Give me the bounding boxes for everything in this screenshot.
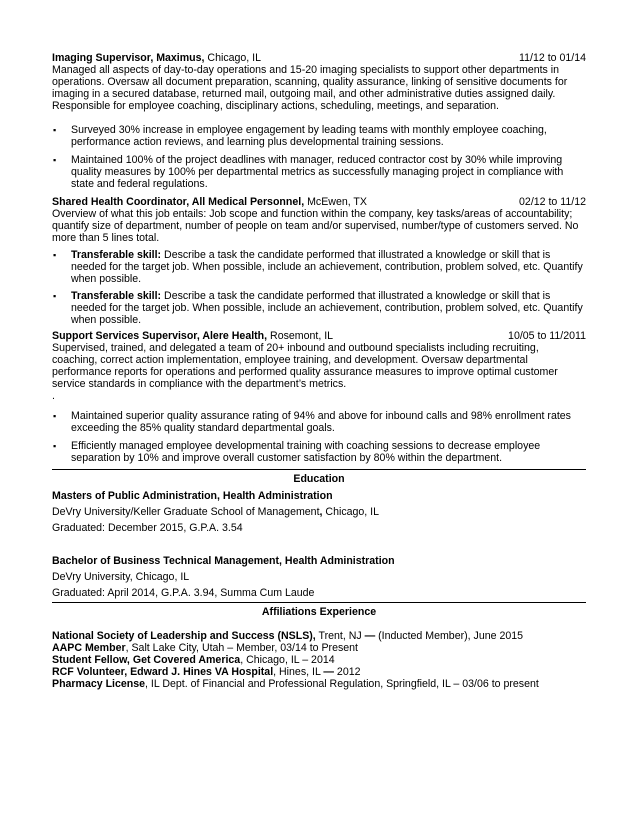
school-line — [52, 506, 586, 519]
affiliation-name: National Society of Leadership and Success (NSLS), — [52, 630, 316, 642]
job-title-line — [52, 196, 367, 208]
graduated-line: Graduated: December 2015, G.P.A. 3.54 — [52, 522, 243, 534]
resume-content — [52, 52, 586, 690]
job-description: Managed all aspects of day-to-day operations and 15-20 imaging specialists to support other departments in operations. Oversaw all document preparation, scanning, quality assurance, linking of sensitive documents for imaging in a secured database, returned mail, outgoing mail, and other administrative duties assigned daily. Responsible for employee coaching, disciplinary actions, scheduling, meetings, and separation. — [52, 64, 568, 112]
bullet-icon: ▪ — [53, 291, 57, 301]
school-line — [52, 571, 586, 584]
job-title-line — [52, 52, 261, 64]
job-bullet — [52, 290, 586, 326]
job-header — [52, 196, 586, 208]
section-divider — [52, 602, 586, 603]
job-title: Shared Health Coordinator, All Medical Personnel, — [52, 196, 305, 208]
bullet-text: Maintained 100% of the project deadlines with manager, reduced contractor cost by 30% while improving quality measures by 100% per departmental metrics as successfully managing project in compliance with state and federal regulations. — [71, 154, 564, 190]
job-bullets — [52, 249, 586, 326]
graduated-line: Graduated: April 2014, G.P.A. 3.94, Summa Cum Laude — [52, 587, 315, 599]
affiliation-name: Student Fellow, Get Covered America — [52, 654, 241, 666]
job-bullets — [52, 410, 586, 464]
job-dates: 11/12 to 01/14 — [519, 52, 586, 64]
affiliations-heading: Affiliations Experience — [261, 606, 377, 618]
job-description: Overview of what this job entails: Job scope and function within the company, key tasks/areas of accountability; quantify size of department, number of people on team and/or supervised, number/type of customers served. No more than 5 lines total. — [52, 208, 579, 244]
affiliation-item — [52, 630, 586, 642]
bullet-icon: ▪ — [53, 250, 57, 260]
affiliation-name: Pharmacy License — [52, 678, 146, 690]
affiliation-dash: — — [323, 666, 334, 678]
job-header — [52, 52, 586, 64]
job-bullet — [52, 440, 586, 464]
school-location: Chicago, IL — [322, 506, 380, 518]
bullet-lead: Transferable skill: — [71, 290, 162, 302]
job-entry — [52, 52, 586, 190]
job-bullet — [52, 154, 586, 190]
job-location: McEwen, TX — [304, 196, 367, 208]
job-entry — [52, 196, 586, 326]
section-divider — [52, 469, 586, 470]
bullet-icon: ▪ — [53, 441, 57, 451]
job-title: Support Services Supervisor, Alere Health, — [52, 330, 268, 342]
bullet-text: Describe a task the candidate performed that illustrated a knowledge or skill that is needed for the target job. When possible, include an achievement, contribution, problem solved, etc. Quantify when possible. — [71, 249, 583, 285]
degree-entry — [52, 555, 586, 600]
bullet-icon: ▪ — [53, 411, 57, 421]
bullet-text: Surveyed 30% increase in employee engagement by leading teams with monthly employee coaching, performance action reviews, and learning plus developmental training sessions. — [71, 124, 547, 148]
school-name: DeVry University, Chicago, IL — [52, 571, 190, 583]
job-bullet — [52, 410, 586, 434]
job-header — [52, 330, 586, 342]
bullet-icon: ▪ — [53, 125, 57, 135]
job-dates: 10/05 to 11/2011 — [508, 330, 586, 342]
job-location: Rosemont, IL — [267, 330, 334, 342]
affiliation-name: RCF Volunteer, Edward J. Hines VA Hospital — [52, 666, 274, 678]
job-dates: 02/12 to 11/12 — [519, 196, 586, 208]
affiliation-detail: , Chicago, IL – 2014 — [240, 654, 335, 666]
affiliation-detail-2: (Inducted Member), June 2015 — [375, 630, 524, 642]
bullet-lead: Transferable skill: — [71, 249, 162, 261]
school-comma: , — [319, 506, 323, 518]
affiliation-detail: Trent, NJ — [315, 630, 365, 642]
bullet-text: Maintained superior quality assurance rating of 94% and above for inbound calls and 98% enrollment rates exceeding the 85% quality standard departmental goals. — [71, 410, 571, 434]
bullet-icon: ▪ — [53, 155, 57, 165]
affiliation-detail: , Salt Lake City, Utah – Member, 03/14 to Present — [125, 642, 358, 654]
degree-entry — [52, 490, 586, 535]
affiliation-detail-2: 2012 — [333, 666, 361, 678]
affiliation-detail: , IL Dept. of Financial and Professional Regulation, Springfield, IL – 03/06 to present — [145, 678, 539, 690]
job-title-line — [52, 330, 333, 342]
stray-mark: . — [52, 390, 55, 402]
affiliation-item — [52, 654, 586, 666]
affiliation-dash: — — [364, 630, 376, 642]
affiliation-item — [52, 642, 586, 654]
affiliation-item — [52, 678, 586, 690]
job-bullet — [52, 124, 586, 148]
school-name: DeVry University/Keller Graduate School of Management — [52, 506, 320, 518]
bullet-text: Efficiently managed employee developmental training with coaching sessions to decrease employee separation by 10% and improve overall customer satisfaction by 80% within the department. — [71, 440, 541, 464]
affiliation-detail: , Hines, IL — [273, 666, 324, 678]
affiliations-list — [52, 630, 586, 690]
job-bullets — [52, 124, 586, 190]
bullet-text: Describe a task the candidate performed that illustrated a knowledge or skill that is needed for the target job. When possible, include an achievement, contribution, problem solved, etc. Quantify when possible. — [71, 290, 583, 326]
job-description: Supervised, trained, and delegated a team of 20+ inbound and outbound specialists including recruiting, coaching, correct action implementation, employee training, and development. Oversaw departmental performance reports for operations and performed quality assurance measures to improve optimal customer service standards in compliance with the department’s metrics. — [52, 342, 558, 390]
degree-title: Masters of Public Administration, Health Administration — [52, 490, 333, 502]
job-entry — [52, 330, 586, 464]
education-heading: Education — [293, 473, 345, 485]
job-title: Imaging Supervisor, Maximus, — [52, 52, 205, 64]
affiliation-name: AAPC Member — [52, 642, 126, 654]
affiliation-item — [52, 666, 586, 678]
job-bullet — [52, 249, 586, 285]
degree-title: Bachelor of Business Technical Management, Health Administration — [52, 555, 395, 567]
job-location: Chicago, IL — [204, 52, 262, 64]
